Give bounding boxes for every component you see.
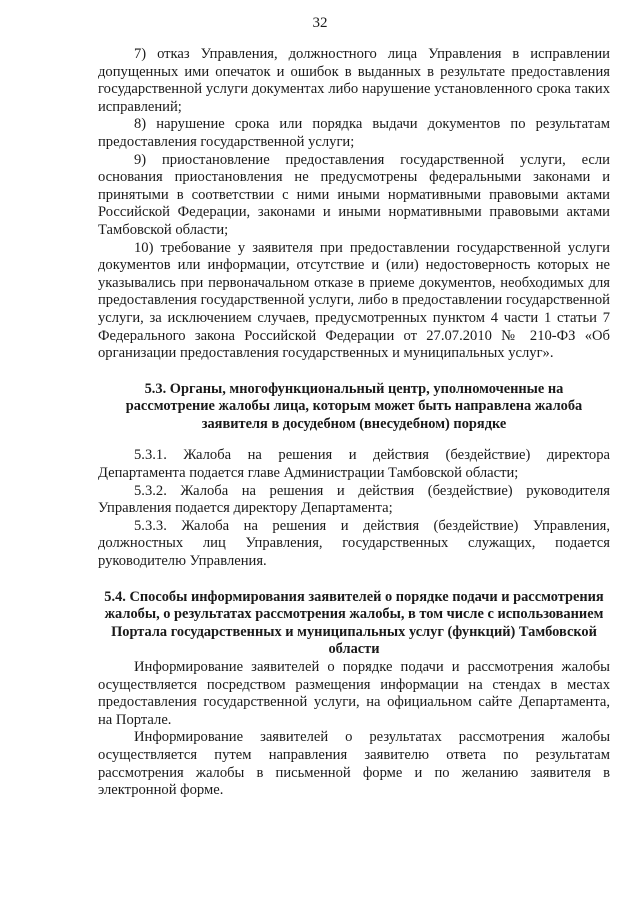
list-item-9: 9) приостановление предоставления государственной услуги, если основания приостановления не предусмотрены федеральными законами и принятыми в соответствии с ними иными нормативными правовыми актами Российской Федерации, законами и иными нормативными правовыми актами Тамбовской области; bbox=[98, 151, 610, 238]
clause-5-3-1: 5.3.1. Жалоба на решения и действия (бездействие) директора Департамента подается главе Администрации Тамбовской области; bbox=[98, 447, 610, 482]
section-heading-5-3: 5.3. Органы, многофункциональный центр, уполномоченные на рассмотрение жалобы лица, которым может быть направлена жалоба заявителя в досудебном (внесудебном) порядке bbox=[125, 380, 583, 432]
list-item-10: 10) требование у заявителя при предоставлении государственной услуги документов или информации, отсутствие и (или) недостоверность которых не указывались при первоначальном отказе в приеме документов, необходимых для предоставления государственной услуги, либо в предоставлении государственной услуги, за исключением случаев, предусмотренных пунктом 4 части 1 статьи 7 Федерального закона Российской Федерации от 27.07.2010 № 210-ФЗ «Об организации предоставления государственных и муниципальных услуг». bbox=[98, 239, 610, 362]
clause-5-3-3: 5.3.3. Жалоба на решения и действия (бездействие) Управления, должностных лиц Управления, государственных служащих, подается руководителю Управления. bbox=[98, 517, 610, 570]
document-content bbox=[98, 46, 610, 800]
info-paragraph-1: Информирование заявителей о порядке подачи и рассмотрения жалобы осуществляется посредством размещения информации на стендах в местах предоставления государственной услуги, на официальном сайте Департамента, на Портале. bbox=[98, 659, 610, 728]
section-heading-5-4: 5.4. Способы информирования заявителей о порядке подачи и рассмотрения жалобы, о результатах рассмотрения жалобы, в том числе с использованием Портала государственных и муниципальных услуг (функций) Тамбовской области bbox=[104, 588, 604, 658]
list-item-7: 7) отказ Управления, должностного лица Управления в исправлении допущенных ими опечаток и ошибок в выданных в результате предоставления государственной услуги документах либо нарушение установленного срока таких исправлений; bbox=[98, 46, 610, 115]
info-paragraph-2: Информирование заявителей о результатах рассмотрения жалобы осуществляется путем направления заявителю ответа по результатам рассмотрения жалобы в письменной форме и по желанию заявителя в электронной форме. bbox=[98, 729, 610, 799]
page-number: 32 bbox=[312, 15, 328, 31]
list-item-8: 8) нарушение срока или порядка выдачи документов по результатам предоставления государственной услуги; bbox=[98, 116, 610, 150]
clause-5-3-2: 5.3.2. Жалоба на решения и действия (бездействие) руководителя Управления подается директору Департамента; bbox=[98, 482, 610, 517]
